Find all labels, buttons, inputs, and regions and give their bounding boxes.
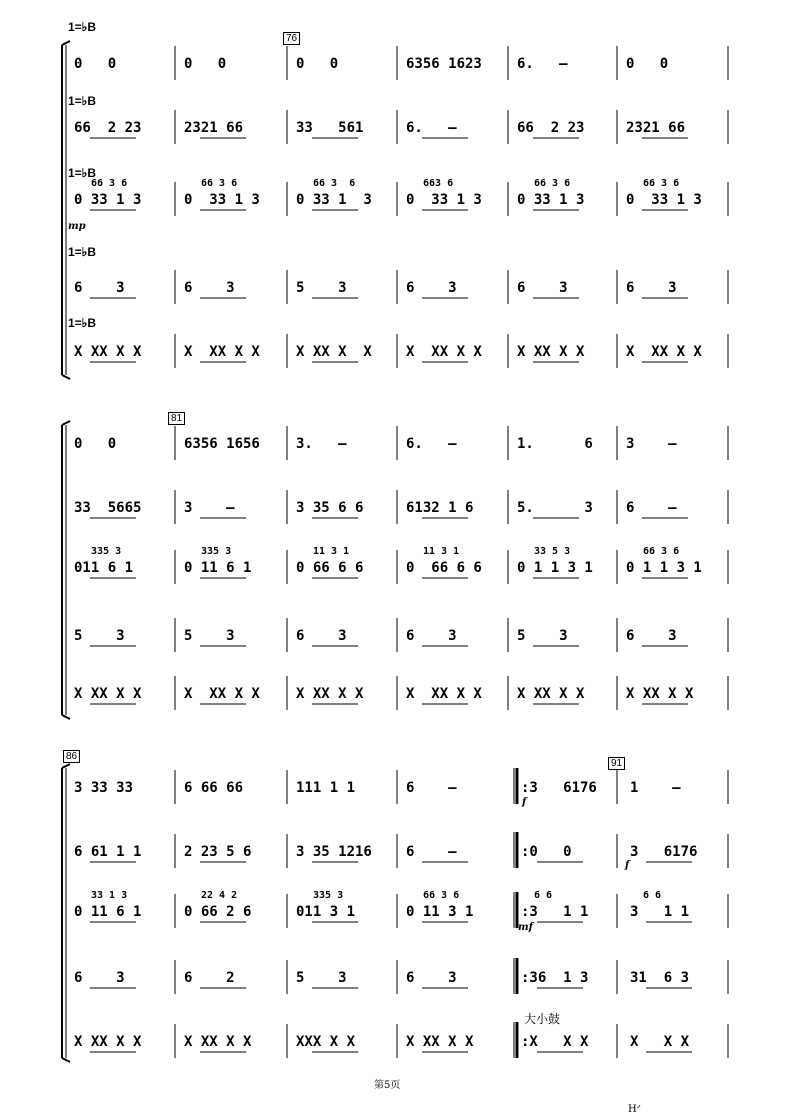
note-cell: 011 3 1 [296,904,356,920]
note-cell: 0 11 3 1 [406,904,474,920]
note-cell: X X X [630,1034,690,1050]
note-cell: 011 6 1 [74,560,134,576]
note-cell: 6 3 [74,970,125,986]
chord-digits: 11 3 1 [423,546,460,557]
note-cell: 0 66 6 6 [406,560,482,576]
note-cell: 6. – [406,120,457,136]
note-cell: 6 3 [626,280,677,296]
measure-number: 86 [63,750,80,763]
chord-digits: 33 5 3 [534,546,571,557]
note-cell: 6 3 [184,280,235,296]
note-cell: 6 – [406,780,457,796]
chord-digits: 22 4 2 [201,890,238,901]
key-signature: 1=♭B [68,245,97,259]
note-cell: X XX X X [626,344,702,360]
note-cell: 6132 1 6 [406,500,474,516]
note-cell: 3 35 1216 [296,844,372,860]
note-cell: X XX X X [296,344,372,360]
note-cell: 0 0 [296,56,339,72]
measure-number: 76 [283,32,300,45]
system-bracket [62,764,70,768]
page-number: 第5页 [374,1080,401,1091]
note-cell: X XX X X [74,344,142,360]
note-cell: 33 5665 [74,500,142,516]
key-signature: 1=♭B [68,94,97,108]
note-cell: 6 66 66 [184,780,244,796]
chord-digits: 6 6 [643,890,662,901]
note-cell: X XX X X [406,1034,474,1050]
system-bracket [62,421,70,425]
note-cell: X XX X X [74,1034,142,1050]
note-cell: 3 35 6 6 [296,500,364,516]
note-cell: 6 61 1 1 [74,844,142,860]
note-cell: 5. 3 [517,500,593,516]
note-cell: 6356 1656 [184,436,260,452]
note-cell: 111 1 1 [296,780,356,796]
note-cell: 66 2 23 [74,120,142,136]
note-cell: 6 2 [184,970,235,986]
chord-digits: 335 3 [313,890,344,901]
note-cell: 2 23 5 6 [184,844,252,860]
chord-digits: 335 3 [201,546,232,557]
dynamic-marking: mf [518,922,533,933]
chord-digits: 66 3 6 [534,178,571,189]
chord-digits: 66 3 6 [201,178,238,189]
note-cell: 0 66 6 6 [296,560,364,576]
note-cell: 1. 6 [517,436,593,452]
key-signature: 1=♭B [68,20,97,34]
system-bracket [62,715,70,719]
note-cell: 0 33 1 3 [74,192,142,208]
note-cell: :0 0 [521,844,572,860]
note-cell: 3 6176 [630,844,698,860]
note-cell: X XX X X [184,1034,252,1050]
chord-digits: 66 3 6 [423,890,460,901]
note-cell: 5 3 [296,280,347,296]
note-cell: 5 3 [74,628,125,644]
note-cell: 3 – [626,436,677,452]
note-cell: 0 11 6 1 [184,560,252,576]
chord-digits: 66 3 6 [643,546,680,557]
note-cell: :36 1 3 [521,970,589,986]
note-cell: 0 0 [626,56,669,72]
note-cell: 3 1 1 [630,904,690,920]
note-cell: X XX X X [517,344,585,360]
note-cell: 6 – [406,844,457,860]
note-cell: X XX X X [406,686,482,702]
instrument-label: 大小鼓 [524,1012,561,1026]
note-cell: 6 3 [406,628,457,644]
note-cell: X XX X X [517,686,585,702]
note-cell: 0 0 [184,56,227,72]
note-cell: :3 1 1 [521,904,589,920]
key-signature: 1=♭B [68,166,97,180]
note-cell: 5 3 [296,970,347,986]
chord-digits: 6 6 [534,890,553,901]
key-signature: 1=♭B [68,316,97,330]
dynamic-marking: f [625,860,630,871]
note-cell: 6 3 [296,628,347,644]
note-cell: 31 6 3 [630,970,690,986]
note-cell: X XX X X [184,344,260,360]
note-cell: XXX X X [296,1034,356,1050]
chord-digits: 66 3 6 [643,178,680,189]
note-cell: 0 1 1 3 1 [626,560,702,576]
system-bracket [62,375,70,379]
system-bracket [62,41,70,45]
chord-digits: 66 3 6 [91,178,128,189]
note-cell: 3 – [184,500,235,516]
note-cell: 6. – [517,56,568,72]
note-cell: :3 6176 [521,780,597,796]
measure-number: 91 [608,757,625,770]
note-cell: 1 – [630,780,681,796]
note-cell: 5 3 [517,628,568,644]
note-cell: 6 3 [406,970,457,986]
note-cell: X XX X X [184,686,260,702]
chord-digits: 11 3 1 [313,546,350,557]
dynamic-marking: f [522,797,527,808]
note-cell: X XX X X [296,686,364,702]
note-cell: 66 2 23 [517,120,585,136]
note-cell: 0 11 6 1 [74,904,142,920]
note-cell: 33 561 [296,120,364,136]
note-cell: X XX X X [626,686,694,702]
note-cell: 6 3 [74,280,125,296]
note-cell: 5 3 [184,628,235,644]
note-cell: 6356 1623 [406,56,482,72]
note-cell: 0 66 2 6 [184,904,252,920]
note-cell: 2321 66 [626,120,686,136]
chord-digits: 66 3 6 [313,178,356,189]
note-cell: :X X X [521,1034,589,1050]
note-cell: 6 3 [626,628,677,644]
system-bracket [62,1058,70,1062]
corner-mark: Hᐟ [628,1104,641,1115]
measure-number: 81 [168,412,185,425]
note-cell: 6 – [626,500,677,516]
note-cell: 6. – [406,436,457,452]
note-cell: 6 3 [406,280,457,296]
note-cell: 0 0 [74,436,117,452]
note-cell: 0 33 1 3 [296,192,372,208]
note-cell: 0 33 1 3 [626,192,702,208]
chord-digits: 33 1 3 [91,890,128,901]
note-cell: X XX X X [74,686,142,702]
note-cell: 0 33 1 3 [184,192,260,208]
note-cell: 0 33 1 3 [517,192,585,208]
note-cell: 3 33 33 [74,780,134,796]
note-cell: X XX X X [406,344,482,360]
note-cell: 2321 66 [184,120,244,136]
note-cell: 0 1 1 3 1 [517,560,593,576]
dynamic-marking: mp [68,221,86,232]
note-cell: 0 33 1 3 [406,192,482,208]
note-cell: 0 0 [74,56,117,72]
chord-digits: 663 6 [423,178,454,189]
note-cell: 3. – [296,436,347,452]
note-cell: 6 3 [517,280,568,296]
chord-digits: 335 3 [91,546,122,557]
